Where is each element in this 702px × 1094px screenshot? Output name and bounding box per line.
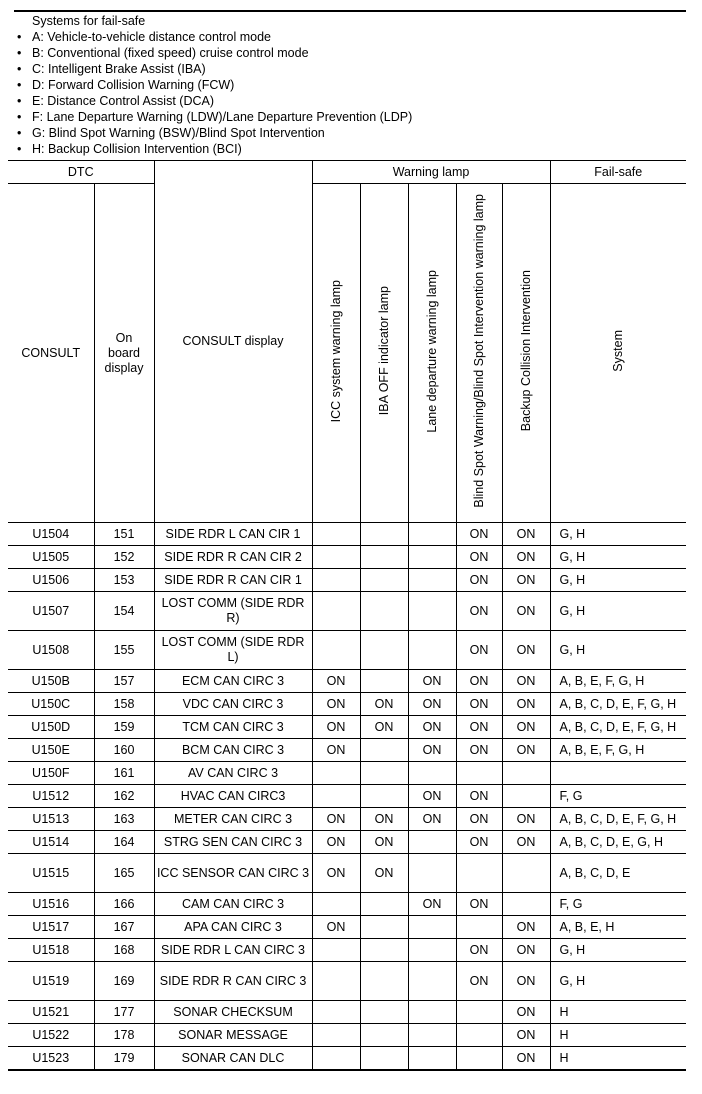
table-row <box>8 631 686 670</box>
on-board-cell: 157 <box>94 670 154 693</box>
icc-lamp-cell: ON <box>312 808 360 831</box>
on-board-cell: 164 <box>94 831 154 854</box>
bci-lamp-cell: ON <box>502 592 550 631</box>
bsw-lamp-cell: ON <box>456 962 502 1001</box>
iba-lamp-cell <box>360 939 408 962</box>
bci-lamp-cell: ON <box>502 831 550 854</box>
system-bullet-item: • C: Intelligent Brake Assist (IBA) <box>14 61 686 77</box>
warning-lamp-group-header: Warning lamp <box>312 161 550 184</box>
iba-lamp-cell <box>360 1001 408 1024</box>
system-header: System <box>550 184 686 523</box>
system-cell: G, H <box>550 939 686 962</box>
iba-lamp-cell <box>360 569 408 592</box>
consult-cell: U1523 <box>8 1047 94 1071</box>
consult-header: CONSULT <box>8 184 94 523</box>
lane-lamp-cell <box>408 546 456 569</box>
iba-lamp-cell <box>360 739 408 762</box>
system-cell: A, B, C, D, E <box>550 854 686 893</box>
lane-lamp-cell: ON <box>408 785 456 808</box>
bci-lamp-cell: ON <box>502 569 550 592</box>
consult-display-cell: SIDE RDR L CAN CIRC 3 <box>154 939 312 962</box>
consult-display-cell: SONAR CHECKSUM <box>154 1001 312 1024</box>
bci-lamp-cell: ON <box>502 739 550 762</box>
lane-lamp-cell: ON <box>408 893 456 916</box>
consult-cell: U1514 <box>8 831 94 854</box>
bsw-lamp-cell: ON <box>456 785 502 808</box>
lane-lamp-cell: ON <box>408 670 456 693</box>
on-board-cell: 155 <box>94 631 154 670</box>
system-cell: F, G <box>550 785 686 808</box>
on-board-cell: 168 <box>94 939 154 962</box>
bci-lamp-cell <box>502 785 550 808</box>
on-board-cell: 169 <box>94 962 154 1001</box>
lane-lamp-cell <box>408 1047 456 1071</box>
lane-lamp-cell <box>408 523 456 546</box>
iba-lamp-cell <box>360 916 408 939</box>
consult-cell: U1507 <box>8 592 94 631</box>
system-cell: H <box>550 1024 686 1047</box>
system-cell: A, B, E, H <box>550 916 686 939</box>
consult-display-cell: SONAR MESSAGE <box>154 1024 312 1047</box>
lane-lamp-cell <box>408 569 456 592</box>
bci-lamp-cell: ON <box>502 716 550 739</box>
bci-lamp-cell: ON <box>502 1001 550 1024</box>
iba-lamp-cell <box>360 1047 408 1071</box>
icc-lamp-cell: ON <box>312 693 360 716</box>
consult-display-cell: ECM CAN CIRC 3 <box>154 670 312 693</box>
iba-lamp-cell: ON <box>360 854 408 893</box>
bsw-lamp-cell <box>456 1047 502 1071</box>
lane-lamp-cell <box>408 939 456 962</box>
on-board-cell: 163 <box>94 808 154 831</box>
consult-display-cell: SONAR CAN DLC <box>154 1047 312 1071</box>
icc-lamp-cell <box>312 939 360 962</box>
table-row <box>8 962 686 1001</box>
on-board-cell: 151 <box>94 523 154 546</box>
consult-cell: U1513 <box>8 808 94 831</box>
on-board-cell: 159 <box>94 716 154 739</box>
icc-lamp-cell <box>312 1001 360 1024</box>
consult-cell: U1516 <box>8 893 94 916</box>
system-cell: G, H <box>550 631 686 670</box>
system-cell: G, H <box>550 592 686 631</box>
system-cell <box>550 762 686 785</box>
table-row <box>8 569 686 592</box>
table-row <box>8 1047 686 1071</box>
on-board-cell: 166 <box>94 893 154 916</box>
iba-lamp-cell <box>360 785 408 808</box>
system-bullet-item: • E: Distance Control Assist (DCA) <box>14 93 686 109</box>
on-board-cell: 162 <box>94 785 154 808</box>
lane-lamp-cell <box>408 962 456 1001</box>
bci-lamp-cell <box>502 854 550 893</box>
consult-display-cell: STRG SEN CAN CIRC 3 <box>154 831 312 854</box>
icc-lamp-header: ICC system warning lamp <box>312 184 360 523</box>
table-row <box>8 739 686 762</box>
consult-display-cell: LOST COMM (SIDE RDR L) <box>154 631 312 670</box>
systems-bullet-list <box>14 29 686 157</box>
bsw-lamp-cell: ON <box>456 716 502 739</box>
consult-cell: U150F <box>8 762 94 785</box>
table-row <box>8 762 686 785</box>
bsw-lamp-cell <box>456 762 502 785</box>
table-row <box>8 893 686 916</box>
bci-lamp-cell: ON <box>502 1047 550 1071</box>
iba-lamp-cell <box>360 631 408 670</box>
system-cell: A, B, C, D, E, F, G, H <box>550 716 686 739</box>
bsw-lamp-cell: ON <box>456 808 502 831</box>
consult-display-cell: SIDE RDR L CAN CIR 1 <box>154 523 312 546</box>
icc-lamp-cell <box>312 569 360 592</box>
icc-lamp-cell: ON <box>312 670 360 693</box>
on-board-cell: 160 <box>94 739 154 762</box>
consult-cell: U1522 <box>8 1024 94 1047</box>
system-cell: H <box>550 1001 686 1024</box>
on-board-cell: 154 <box>94 592 154 631</box>
bci-lamp-cell: ON <box>502 962 550 1001</box>
system-cell: G, H <box>550 569 686 592</box>
icc-lamp-cell <box>312 592 360 631</box>
bsw-lamp-cell: ON <box>456 546 502 569</box>
system-cell: H <box>550 1047 686 1071</box>
bci-lamp-cell: ON <box>502 1024 550 1047</box>
consult-display-cell: HVAC CAN CIRC3 <box>154 785 312 808</box>
on-board-cell: 165 <box>94 854 154 893</box>
table-row <box>8 916 686 939</box>
on-board-cell: 167 <box>94 916 154 939</box>
consult-cell: U150C <box>8 693 94 716</box>
system-bullet-item: • G: Blind Spot Warning (BSW)/Blind Spot Intervention <box>14 125 686 141</box>
consult-cell: U1521 <box>8 1001 94 1024</box>
table-row <box>8 1001 686 1024</box>
lane-lamp-cell <box>408 854 456 893</box>
on-board-cell: 179 <box>94 1047 154 1071</box>
on-board-cell: 158 <box>94 693 154 716</box>
icc-lamp-cell <box>312 762 360 785</box>
lane-lamp-cell: ON <box>408 808 456 831</box>
consult-display-cell: APA CAN CIRC 3 <box>154 916 312 939</box>
iba-lamp-cell: ON <box>360 716 408 739</box>
system-cell: A, B, E, F, G, H <box>550 670 686 693</box>
bsw-lamp-cell <box>456 1001 502 1024</box>
icc-lamp-cell <box>312 1024 360 1047</box>
icc-lamp-cell: ON <box>312 831 360 854</box>
consult-cell: U1517 <box>8 916 94 939</box>
lane-lamp-cell <box>408 916 456 939</box>
iba-lamp-cell: ON <box>360 831 408 854</box>
icc-lamp-cell <box>312 523 360 546</box>
consult-cell: U150D <box>8 716 94 739</box>
bci-lamp-header: Backup Collision Intervention <box>502 184 550 523</box>
iba-lamp-cell: ON <box>360 808 408 831</box>
consult-cell: U1518 <box>8 939 94 962</box>
table-row <box>8 939 686 962</box>
bsw-lamp-cell: ON <box>456 831 502 854</box>
table-row <box>8 854 686 893</box>
system-cell: A, B, C, D, E, G, H <box>550 831 686 854</box>
icc-lamp-cell: ON <box>312 716 360 739</box>
on-board-display-header: On board display <box>94 184 154 523</box>
iba-lamp-cell <box>360 523 408 546</box>
table-row <box>8 716 686 739</box>
bsw-lamp-cell <box>456 916 502 939</box>
bci-lamp-cell: ON <box>502 631 550 670</box>
bci-lamp-cell: ON <box>502 546 550 569</box>
iba-lamp-cell: ON <box>360 693 408 716</box>
bsw-lamp-cell <box>456 854 502 893</box>
iba-lamp-cell <box>360 962 408 1001</box>
bci-lamp-cell: ON <box>502 939 550 962</box>
bci-lamp-cell: ON <box>502 693 550 716</box>
consult-display-cell: METER CAN CIRC 3 <box>154 808 312 831</box>
system-cell: A, B, E, F, G, H <box>550 739 686 762</box>
consult-display-cell: AV CAN CIRC 3 <box>154 762 312 785</box>
icc-lamp-cell <box>312 1047 360 1071</box>
lane-lamp-header: Lane departure warning lamp <box>408 184 456 523</box>
system-cell: G, H <box>550 523 686 546</box>
bsw-lamp-cell: ON <box>456 569 502 592</box>
icc-lamp-cell: ON <box>312 916 360 939</box>
iba-lamp-cell <box>360 546 408 569</box>
consult-cell: U1508 <box>8 631 94 670</box>
lane-lamp-cell <box>408 592 456 631</box>
bci-lamp-cell: ON <box>502 670 550 693</box>
system-cell: G, H <box>550 546 686 569</box>
bsw-lamp-header: Blind Spot Warning/Blind Spot Intervention warning lamp <box>456 184 502 523</box>
consult-cell: U1519 <box>8 962 94 1001</box>
system-bullet-item: • B: Conventional (fixed speed) cruise control mode <box>14 45 686 61</box>
table-row <box>8 546 686 569</box>
system-cell: G, H <box>550 962 686 1001</box>
consult-display-cell: ICC SENSOR CAN CIRC 3 <box>154 854 312 893</box>
consult-cell: U1512 <box>8 785 94 808</box>
bsw-lamp-cell: ON <box>456 631 502 670</box>
lane-lamp-cell <box>408 1024 456 1047</box>
bsw-lamp-cell: ON <box>456 739 502 762</box>
dtc-table-body <box>8 523 686 1071</box>
dtc-group-header: DTC <box>8 161 154 184</box>
consult-cell: U1505 <box>8 546 94 569</box>
icc-lamp-cell <box>312 546 360 569</box>
icc-lamp-cell <box>312 893 360 916</box>
bsw-lamp-cell <box>456 1024 502 1047</box>
iba-lamp-header: IBA OFF indicator lamp <box>360 184 408 523</box>
consult-cell: U150E <box>8 739 94 762</box>
system-cell: A, B, C, D, E, F, G, H <box>550 808 686 831</box>
table-row <box>8 592 686 631</box>
icc-lamp-cell: ON <box>312 854 360 893</box>
lane-lamp-cell <box>408 831 456 854</box>
lane-lamp-cell: ON <box>408 716 456 739</box>
consult-cell: U1515 <box>8 854 94 893</box>
consult-cell: U1504 <box>8 523 94 546</box>
bsw-lamp-cell: ON <box>456 939 502 962</box>
system-bullet-item: • H: Backup Collision Intervention (BCI) <box>14 141 686 157</box>
bsw-lamp-cell: ON <box>456 693 502 716</box>
system-cell: F, G <box>550 893 686 916</box>
consult-display-cell: LOST COMM (SIDE RDR R) <box>154 592 312 631</box>
iba-lamp-cell <box>360 592 408 631</box>
lane-lamp-cell <box>408 631 456 670</box>
consult-cell: U1506 <box>8 569 94 592</box>
lane-lamp-cell: ON <box>408 693 456 716</box>
lane-lamp-cell: ON <box>408 739 456 762</box>
on-board-cell: 178 <box>94 1024 154 1047</box>
iba-lamp-cell <box>360 762 408 785</box>
consult-display-cell: SIDE RDR R CAN CIRC 3 <box>154 962 312 1001</box>
bsw-lamp-cell: ON <box>456 893 502 916</box>
system-cell: A, B, C, D, E, F, G, H <box>550 693 686 716</box>
iba-lamp-cell <box>360 670 408 693</box>
bsw-lamp-cell: ON <box>456 523 502 546</box>
table-row <box>8 808 686 831</box>
on-board-cell: 177 <box>94 1001 154 1024</box>
icc-lamp-cell <box>312 785 360 808</box>
table-row <box>8 693 686 716</box>
fail-safe-group-header: Fail-safe <box>550 161 686 184</box>
lane-lamp-cell <box>408 762 456 785</box>
table-row <box>8 785 686 808</box>
system-bullet-item: • F: Lane Departure Warning (LDW)/Lane Departure Prevention (LDP) <box>14 109 686 125</box>
consult-display-cell: SIDE RDR R CAN CIR 1 <box>154 569 312 592</box>
bci-lamp-cell: ON <box>502 523 550 546</box>
consult-cell: U150B <box>8 670 94 693</box>
lane-lamp-cell <box>408 1001 456 1024</box>
iba-lamp-cell <box>360 1024 408 1047</box>
icc-lamp-cell: ON <box>312 739 360 762</box>
fail-safe-systems-list <box>14 10 686 157</box>
consult-display-header: CONSULT display <box>154 161 312 523</box>
dtc-table <box>8 160 686 1071</box>
icc-lamp-cell <box>312 962 360 1001</box>
bci-lamp-cell: ON <box>502 916 550 939</box>
system-bullet-item: • D: Forward Collision Warning (FCW) <box>14 77 686 93</box>
on-board-cell: 153 <box>94 569 154 592</box>
systems-title: Systems for fail-safe <box>32 14 146 28</box>
consult-display-cell: SIDE RDR R CAN CIR 2 <box>154 546 312 569</box>
bci-lamp-cell: ON <box>502 808 550 831</box>
iba-lamp-cell <box>360 893 408 916</box>
consult-display-cell: VDC CAN CIRC 3 <box>154 693 312 716</box>
bsw-lamp-cell: ON <box>456 592 502 631</box>
bsw-lamp-cell: ON <box>456 670 502 693</box>
icc-lamp-cell <box>312 631 360 670</box>
bci-lamp-cell <box>502 762 550 785</box>
table-row <box>8 670 686 693</box>
consult-display-cell: BCM CAN CIRC 3 <box>154 739 312 762</box>
bci-lamp-cell <box>502 893 550 916</box>
system-bullet-item: • A: Vehicle-to-vehicle distance control mode <box>14 29 686 45</box>
consult-display-cell: CAM CAN CIRC 3 <box>154 893 312 916</box>
consult-display-cell: TCM CAN CIRC 3 <box>154 716 312 739</box>
on-board-cell: 161 <box>94 762 154 785</box>
table-row <box>8 831 686 854</box>
table-row <box>8 1024 686 1047</box>
on-board-cell: 152 <box>94 546 154 569</box>
table-row <box>8 523 686 546</box>
